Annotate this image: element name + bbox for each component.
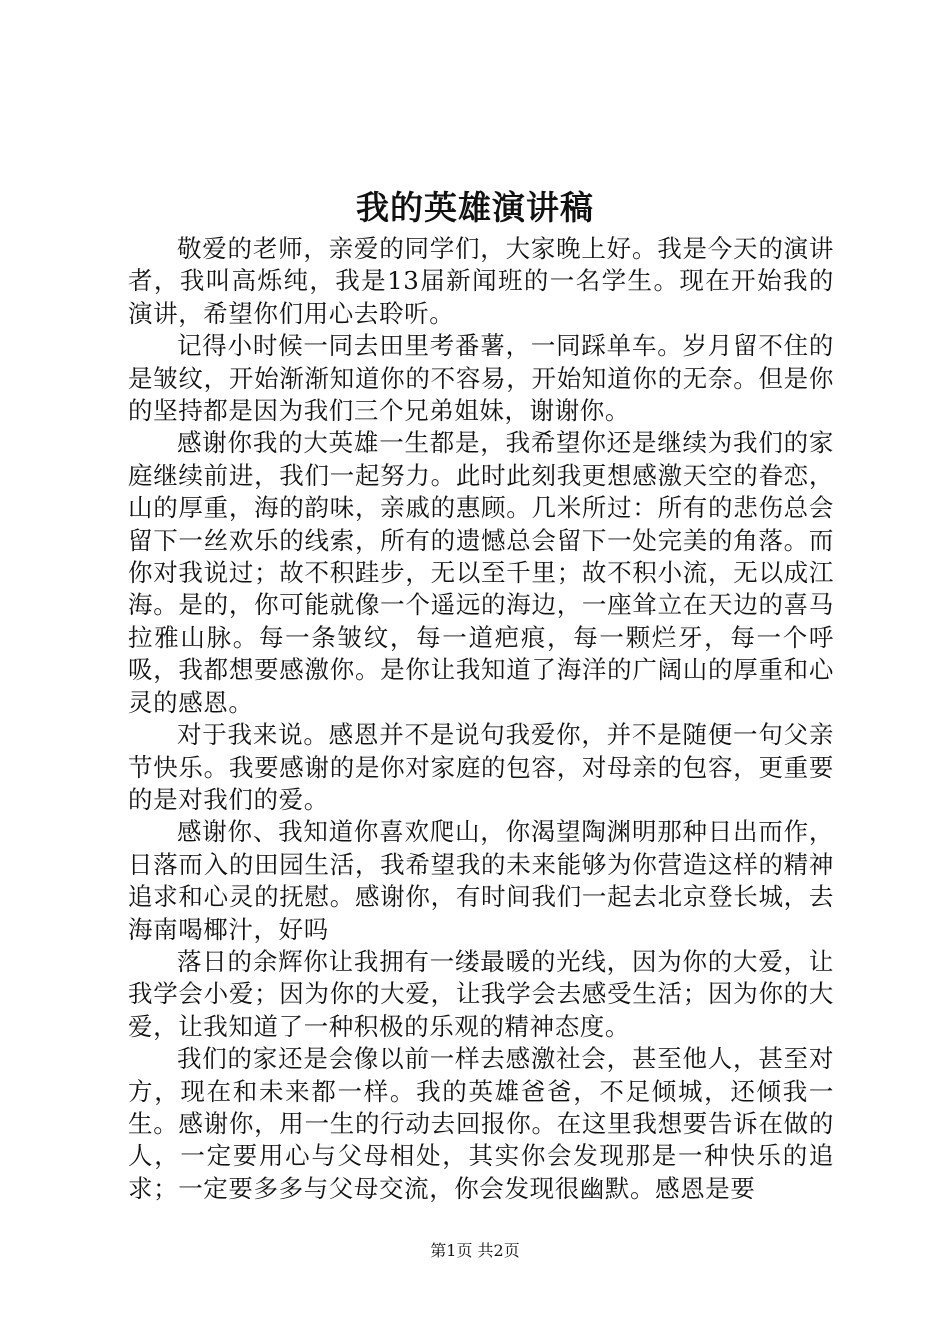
page-number-footer: 第1页 共2页 <box>430 1241 520 1260</box>
paragraph-childhood: 记得小时候一同去田里考番薯，一同踩单车。岁月留不住的是皱纹，开始渐渐知道你的不容易，开始知道你的无奈。但是你的坚持都是因为我们三个兄弟姐妹，谢谢你。 <box>128 331 834 426</box>
paragraph-greeting: 敬爱的老师，亲爱的同学们，大家晚上好。我是今天的演讲者，我叫高烁纯，我是13届新闻班的一名学生。现在开始我的演讲，希望你们用心去聆听。 <box>128 234 834 328</box>
paragraph-thanks-hero: 感谢你我的大英雄一生都是，我希望你还是继续为我们的家庭继续前进，我们一起努力。此时此刻我更想感激天空的眷恋，山的厚重，海的韵味，亲戚的惠顾。几米所过：所有的悲伤总会留下一丝欢乐的线索，所有的遗憾总会留下一处完美的角落。而你对我说过；故不积跬步，无以至千里；故不积小流，无以成江海。是的，你可能就像一个遥远的海边，一座耸立在天边的喜马拉雅山脉。每一条皱纹，每一道疤痕，每一颗烂牙，每一个呼吸，我都想要感激你。是你让我知道了海洋的广阔山的厚重和心灵的感恩。 <box>128 428 834 717</box>
paragraph-hopes: 感谢你、我知道你喜欢爬山，你渴望陶渊明那种日出而作，日落而入的田园生活，我希望我的未来能够为你营造这样的精神追求和心灵的抚慰。感谢你，有时间我们一起去北京登长城，去海南喝椰汁，好吗 <box>128 817 834 944</box>
speech-body <box>128 233 834 1205</box>
paragraph-family: 我们的家还是会像以前一样去感激社会，甚至他人，甚至对方，现在和未来都一样。我的英雄爸爸，不足倾城，还倾我一生。感谢你，用一生的行动去回报你。在这里我想要告诉在做的人，一定要用心与父母相处，其实你会发现那是一种快乐的追求；一定要多多与父母交流，你会发现很幽默。感恩是要 <box>128 1044 834 1203</box>
page-title: 我的英雄演讲稿 <box>356 188 594 227</box>
paragraph-gratitude-meaning: 对于我来说。感恩并不是说句我爱你，并不是随便一句父亲节快乐。我要感谢的是你对家庭的包容，对母亲的包容，更重要的是对我们的爱。 <box>128 720 834 814</box>
paragraph-sunset: 落日的余辉你让我拥有一缕最暖的光线，因为你的大爱，让我学会小爱；因为你的大爱，让我学会去感受生活；因为你的大爱，让我知道了一种积极的乐观的精神态度。 <box>128 946 834 1041</box>
